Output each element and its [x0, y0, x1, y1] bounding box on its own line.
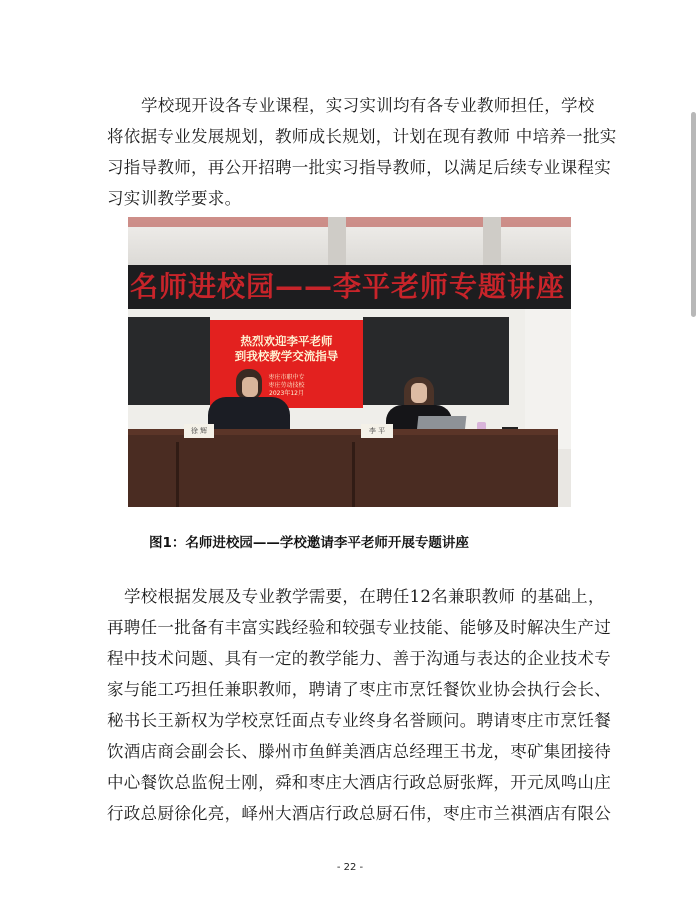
screen-title-2: 到我校教学交流指导: [234, 349, 339, 363]
page-number: - 22 -: [336, 862, 364, 873]
paragraph-2-line: 秘书长王新权为学校烹饪面点专业终身名誉顾问。聘请枣庄市烹饪餐: [107, 711, 611, 730]
photo-namecard-left: 徐 辉: [184, 424, 214, 438]
paragraph-2-line: 学校根据发展及专业教学需要，在聘任12名兼职教师 的基础上，: [124, 587, 605, 606]
photo-wall-right: [525, 309, 571, 449]
figure-caption: 图1：名师进校园——学校邀请李平老师开展专题讲座: [149, 535, 469, 551]
paragraph-1-line: 习实训教学要求。: [107, 189, 242, 208]
paragraph-2-line: 行政总厨徐化亮，峄州大酒店行政总厨石伟，枣庄市兰祺酒店有限公: [107, 804, 611, 823]
screen-date: 2023年12月: [269, 390, 304, 397]
paragraph-1-line: 学校现开设各专业课程，实习实训均有各专业教师担任，学校: [141, 96, 595, 115]
screen-sub-2: 枣庄劳动技校: [268, 382, 305, 389]
photo-ceiling-beam: [328, 217, 346, 265]
paragraph-1: [107, 90, 625, 214]
photo-ceiling-beam: [483, 217, 501, 265]
photo-projection-screen: [210, 320, 363, 408]
paragraph-2-line: 中心餐饮总监倪士刚，舜和枣庄大酒店行政总厨张辉，开元凤鸣山庄: [107, 773, 611, 792]
lecture-photo: [128, 217, 571, 507]
paragraph-2-line: 饮酒店商会副会长、滕州市鱼鲜美酒店总经理王书龙，枣矿集团接待: [107, 742, 611, 761]
screen-sub-1: 枣庄市职中专: [268, 374, 305, 381]
photo-banner: 名师进校园——李平老师专题讲座: [128, 265, 571, 309]
scrollbar[interactable]: [691, 112, 696, 317]
photo-desk-seam: [352, 442, 355, 507]
photo-ceiling-trim: [128, 217, 571, 227]
photo-namecard-right: 李 平: [361, 424, 393, 438]
paragraph-2-line: 再聘任一批备有丰富实践经验和较强专业技能、能够及时解决生产过: [107, 618, 611, 637]
paragraph-2-line: 程中技术问题、具有一定的教学能力、善于沟通与表达的企业技术专: [107, 649, 611, 668]
photo-desk-seam: [176, 442, 179, 507]
paragraph-1-line: 习指导教师，再公开招聘一批实习指导教师，以满足后续专业课程实: [107, 158, 611, 177]
paragraph-2: [107, 581, 625, 829]
photo-person-right-face: [411, 383, 427, 403]
paragraph-1-line: 将依据专业发展规划，教师成长规划，计划在现有教师 中培养一批实: [107, 127, 617, 146]
photo-blackboard-left: [128, 317, 210, 405]
paragraph-2-line: 家与能工巧担任兼职教师，聘请了枣庄市烹饪餐饮业协会执行会长、: [107, 680, 611, 699]
photo-desk: [128, 435, 558, 507]
photo-blackboard-right: [363, 317, 509, 405]
photo-person-left-face: [242, 377, 258, 397]
screen-title-1: 热烈欢迎李平老师: [240, 334, 333, 348]
